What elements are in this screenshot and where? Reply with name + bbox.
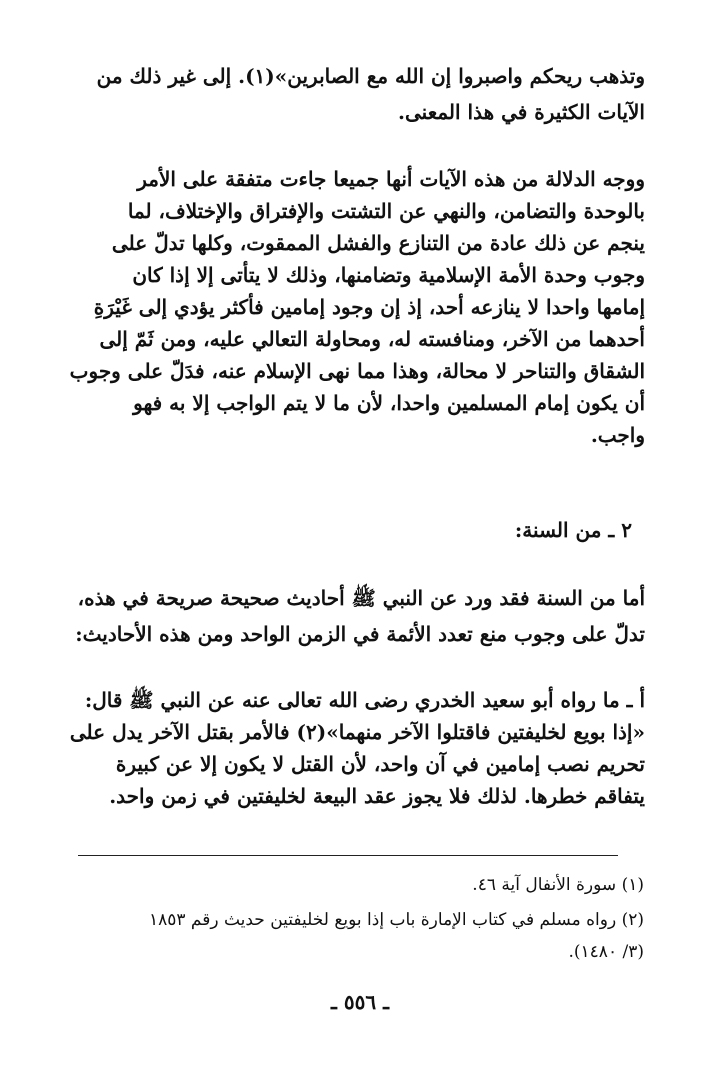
paragraph-sunnah-intro <box>75 580 645 652</box>
text-line: بالوحدة والتضامن، والنهي عن التشتت والإفتراق والإختلاف، لما <box>127 199 645 223</box>
text-line: «إذا بويع لخليفتين فاقتلوا الآخر منهما»(٢) فالأمر بقتل الآخر يدل على <box>69 720 645 744</box>
text-line: الشقاق والتناحر لا محالة، وهذا مما نهى الإسلام عنه، فدَلّ على وجوب <box>69 359 645 383</box>
paragraph-quran-verse-end <box>96 58 645 130</box>
text-line: يتفاقم خطرها. لذلك فلا يجوز عقد البيعة لخليفتين في زمن واحد. <box>109 784 645 808</box>
text-line: أما من السنة فقد ورد عن النبي ﷺ أحاديث صحيحة صريحة في هذه، <box>77 586 645 610</box>
text-line: أ ـ ما رواه أبو سعيد الخدري رضى الله تعالى عنه عن النبي ﷺ قال: <box>84 688 645 712</box>
heading-text: ٢ ـ من السنة: <box>514 518 632 542</box>
text-line: وتذهب ريحكم واصبروا إن الله مع الصابرين»(١). إلى غير ذلك من <box>96 64 645 88</box>
page-number: ـ ٥٥٦ ـ <box>331 990 389 1014</box>
text-line: الآيات الكثيرة في هذا المعنى. <box>398 100 645 124</box>
text-line: أن يكون إمام المسلمين واحدا، لأن ما لا يتم الواجب إلا به فهو <box>133 391 645 415</box>
footnote-text: (١) سورة الأنفال آية ٤٦. <box>472 875 644 895</box>
footnote-1 <box>99 868 644 902</box>
text-line: إمامها واحدا لا ينازعه أحد، إذ إن وجود إمامين فأكثر يؤدي إلى غَيْرَةِ <box>93 295 645 319</box>
footnote-text: (٢) رواه مسلم في كتاب الإمارة باب إذا بويع لخليفتين حديث رقم ١٨٥٣ <box>148 910 644 930</box>
paragraph-hadith-a <box>69 684 645 812</box>
text-line: وجوب وحدة الأمة الإسلامية وتضامنها، وذلك لا يتأتى إلا إذا كان <box>132 263 645 287</box>
text-line: أحدهما من الآخر، ومنافسته له، ومحاولة التعالي عليه، ومن ثَمّ إلى <box>99 327 645 351</box>
text-line: ووجه الدلالة من هذه الآيات أنها جميعا جاءت متفقة على الأمر <box>137 167 645 191</box>
text-line: تحريم نصب إمامين في آن واحد، لأن القتل لا يكون إلا عن كبيرة <box>115 752 645 776</box>
footnote-2 <box>99 904 644 968</box>
paragraph-verses-reasoning <box>69 163 645 451</box>
section-heading-sunnah <box>92 512 632 548</box>
text-line: واجب. <box>590 423 645 447</box>
footnote-separator <box>78 855 618 856</box>
footnote-text: (٣/ ١٤٨٠). <box>568 942 644 962</box>
text-line: ينجم عن ذلك عادة من التنازع والفشل الممقوت، وكلها تدلّ على <box>111 231 645 255</box>
text-line: تدلّ على وجوب منع تعدد الأئمة في الزمن الواحد ومن هذه الأحاديث: <box>75 622 645 646</box>
